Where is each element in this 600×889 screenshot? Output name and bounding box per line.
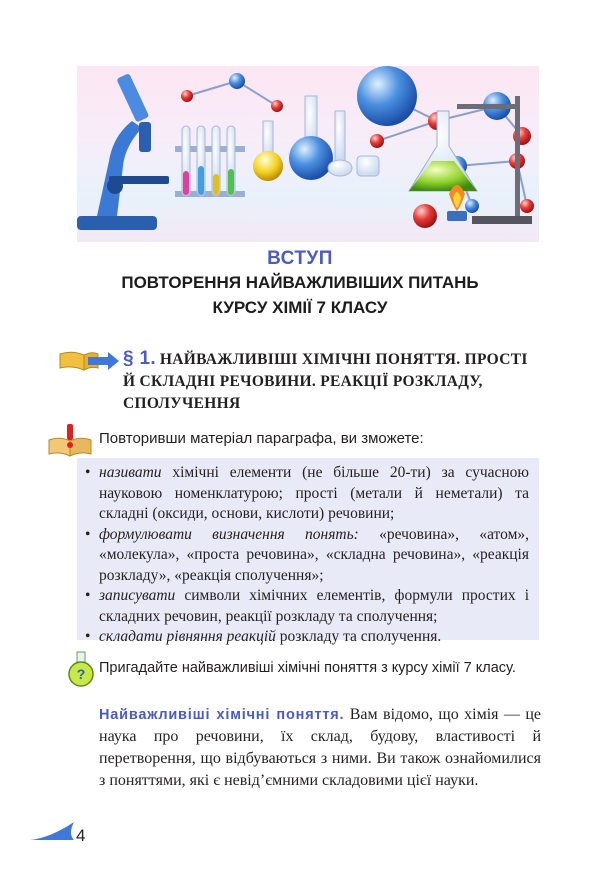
bullet-icon: • — [85, 628, 91, 645]
section-title-line: СПОЛУЧЕННЯ — [123, 395, 241, 412]
list-item — [85, 627, 529, 648]
objective-verb: записувати — [99, 587, 176, 604]
bullet-icon: • — [85, 525, 91, 543]
book-arrow-icon — [58, 348, 120, 379]
objective-text: хімічні елементи (не більше 20-ти) за сучасною науковою номенклатурою; прості (метали й неметали) та складні (оксиди, основи, кислоти) речовини; — [99, 464, 529, 522]
objectives-box — [77, 458, 539, 645]
body-paragraph — [99, 704, 541, 792]
list-item — [85, 586, 529, 627]
objective-verb: складати рівняння реакцій — [99, 628, 276, 645]
svg-text:?: ? — [76, 666, 86, 682]
bullet-icon: • — [85, 464, 91, 481]
chapter-title-line: ПОВТОРЕННЯ НАЙВАЖЛИВІШИХ ПИТАНЬ — [121, 273, 479, 292]
list-item — [85, 525, 530, 587]
section-heading — [123, 348, 543, 415]
objective-text: розкладу та сполучення. — [275, 628, 442, 645]
paragraph-text: Вам відомо, що хімія — це наука про речовини, їх склад, будову, властивості й перетворення, що відбуваються з ними. Ви також ознайомилися з поняттями, які є невід’ємними складовими цієї науки. — [99, 706, 541, 789]
list-item — [85, 463, 529, 525]
chapter-title-line: КУРСУ ХІМІЇ 7 КЛАСУ — [212, 298, 388, 317]
objective-verb: називати — [99, 464, 162, 481]
intro-heading: ВСТУП — [267, 248, 333, 269]
section-title-line: Й СКЛАДНІ РЕЧОВИНИ. РЕАКЦІЇ РОЗКЛАДУ, — [123, 373, 483, 390]
section-number: § 1. — [123, 348, 156, 369]
chemistry-lab-illustration — [77, 66, 539, 242]
objective-verb: формулювати визначення понять: — [99, 525, 359, 543]
bullet-icon: • — [85, 587, 91, 604]
chapter-title — [0, 270, 600, 320]
objectives-intro: Повторивши матеріал параграфа, ви зможете: — [99, 430, 424, 447]
warning-book-icon — [46, 422, 94, 463]
page-corner-decoration — [30, 820, 76, 847]
recall-prompt: Пригадайте найважливіші хімічні поняття з курсу хімії 7 класу. — [99, 660, 516, 676]
section-title-line: НАЙВАЖЛИВІШІ ХІМІЧНІ ПОНЯТТЯ. ПРОСТІ — [159, 351, 528, 368]
objective-text: символи хімічних елементів, формули простих і складних речовин, реакції розкладу та сполучення; — [99, 587, 529, 625]
objective-text: «речовина», «атом», «молекула», «проста речовина», «складна речовина», «реакція розкладу», «реакція сполучення»; — [99, 525, 530, 584]
paragraph-lead: Найважливіші хімічні поняття. — [99, 707, 345, 723]
page-number: 4 — [76, 826, 86, 845]
question-flask-icon — [66, 650, 96, 693]
chemistry-banner — [77, 66, 539, 242]
